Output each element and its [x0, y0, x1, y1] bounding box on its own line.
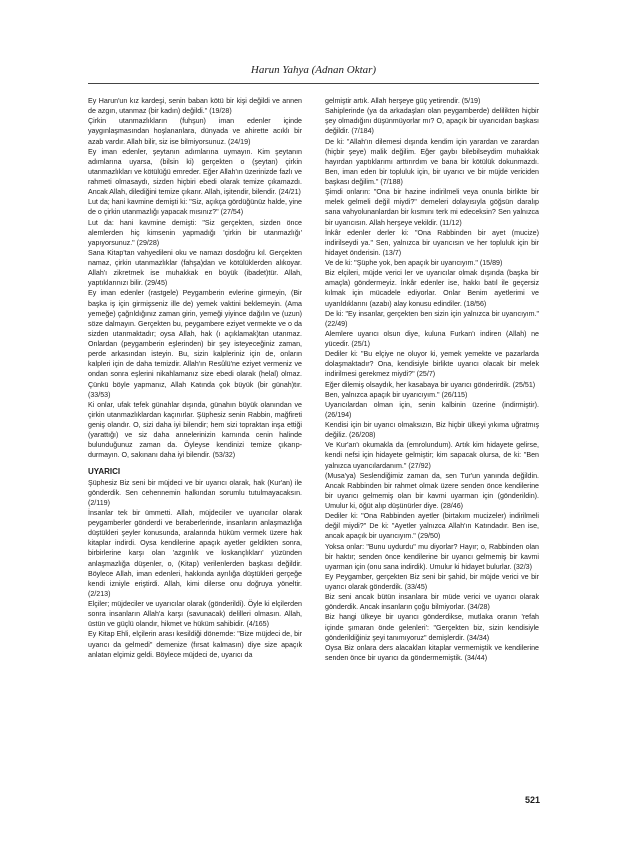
verse-paragraph: Biz hangi ülkeye bir uyarıcı gönderdikse, mutlaka oranın 'refah içinde şımaran önde gelenleri': "Gerçekten biz, sizin kendisiyle gönderildiğiniz şeyi tanımıyoruz" demişlerdir. (34/34) — [325, 613, 539, 642]
left-column-section-verses — [88, 478, 302, 660]
verse-paragraph: Ey iman edenler, şeytanın adımlarına uymayın. Kim şeytanın adımlarına uyarsa, (bilsin ki) gerçekten o (şeytan) çirkin utanmazlıkları ve kötülüğü emreder. Eğer Allah'ın üzerinizde fazlı ve rahmeti olmasaydı, sizden hiçbiri ebedi olarak temize çıkamazdı. Ancak Allah, dilediğini temize çıkarır. Allah, işitendir, bilendir. (24/21) — [88, 147, 302, 197]
verse-paragraph: Sahiplerinde (ya da arkadaşları olan peygamberde) delilikten hiçbir şey olmadığını düşünmüyorlar mı? O, apaçık bir uyarıcıdan başkası değildir. (7/184) — [325, 107, 539, 136]
verse-paragraph: Ve de ki: "Şüphe yok, ben apaçık bir uyarıcıyım." (15/89) — [325, 259, 503, 267]
verse-paragraph: Ey iman edenler (rastgele) Peygamberin evlerine girmeyin, (Bir başka iş için girmişseniz ille de) yemek vaktini beklemeyin. (Ama yemeğe) çağrıldığınız zaman girin, yemeği yiyince dağılın ve (uzun) söze dalmayın. Gerçekten bu, peygambere eziyet vermekte ve o da sizden utanmaktadır; oysa Allah, hak (ı açıklamak)tan utanmaz. Onlardan (peygamberin eşlerinden) bir şey isteyeceğiniz zaman, perde arkasından isteyin. Bu, sizin kalpleriniz için de, onların kalpleri için de daha temizdir. Allah'ın Resûlü'ne eziyet vermeniz ve ondan sonra eşlerini nikahlamanız size ebedi olarak (helal) olmaz. Çünkü böyle yapmanız, Allah Katında çok büyük (bir günah)tır. (33/53) — [88, 289, 302, 399]
right-column — [325, 96, 539, 663]
verse-paragraph: Biz seni ancak bütün insanlara bir müde verici ve uyarıcı olarak gönderdik. Ancak insanların çoğu bilmiyorlar. (34/28) — [325, 593, 539, 612]
running-header: Harun Yahya (Adnan Oktar) — [250, 64, 377, 76]
section-heading: UYARICI — [88, 466, 121, 476]
page-number: 521 — [524, 795, 540, 805]
verse-paragraph: Dediler ki: "Ona Rabbinden ayetler (birtakım mucizeler) indirilmeli değil miydi?" De ki: "Ayetler yalnızca Allah'ın Katındadır. Ben ise, ancak apaçık bir uyarıcıyım." (29/50) — [325, 512, 539, 541]
verse-paragraph: Elçiler; müjdeciler ve uyarıcılar olarak (gönderildi). Öyle ki elçilerden sonra insanların Allah'a karşı (savunacak) delilleri olmasın. Allah, üstün ve güçlü olandır, hikmet ve hüküm sahibidir. (4/165) — [88, 600, 302, 629]
verse-paragraph: Uyarıcılardan olman için, senin kalbinin üzerine (indirmiştir). (26/194) — [325, 400, 539, 419]
verse-paragraph: De ki: "Ey insanlar, gerçekten ben sizin için yalnızca bir uyarıcıyım." (22/49) — [325, 309, 539, 328]
verse-paragraph: Yoksa onlar: "Bunu uydurdu" mu diyorlar? Hayır; o, Rabbinden olan bir haktır; senden önce kendilerine bir uyarıcı gelmemiş bir kavmi uyarman için (onu sana indirdik). Umulur ki hidayet bulurlar. (32/3) — [325, 542, 539, 571]
left-column — [88, 96, 302, 660]
verse-paragraph: Alemlere uyarıcı olsun diye, kuluna Furkan'ı indiren (Allah) ne yücedir. (25/1) — [325, 329, 539, 348]
verse-paragraph: De ki: "Allah'ın dilemesi dışında kendim için yarardan ve zarardan (hiçbir şeye) malik değilim. Eğer gaybı bilebilseydim muhakkak hayırdan yaptıklarımı arttırırdım ve bana bir kötülük dokunmazdı. Ben, iman eden bir topluluk için, bir uyarıcı ve bir müjde vericiden başkası değilim." (7/188) — [325, 137, 539, 186]
left-column-verses — [88, 96, 302, 461]
verse-paragraph: Lut da: hani kavmine demişti: "Siz gerçekten, sizden önce alemlerden hiç kimsenin yapmadığı 'çirkin bir utanmazlığı' yapıyorsunuz." (29/28) — [88, 218, 302, 247]
verse-paragraph: Ben, yalnızca apaçık bir uyarıcıyım." (26/115) — [325, 390, 468, 399]
verse-paragraph: Ey Harun'un kız kardeşi, senin baban kötü bir kişi değildi ve annen de azgın, utanmaz (bir kadın) değildi." (19/28) — [88, 97, 302, 116]
verse-paragraph: Şüphesiz Biz seni bir müjdeci ve bir uyarıcı olarak, hak (Kur'an) ile gönderdik. Sen cehennemin halkından sorumlu tutulmayacaksın. (2/119) — [88, 478, 302, 507]
verse-paragraph: Eğer dilemiş olsaydık, her kasabaya bir uyarıcı gönderirdik. (25/51) — [325, 380, 536, 389]
verse-paragraph: gelmiştir artık. Allah herşeye güç yetirendir. (5/19) — [325, 97, 481, 105]
right-column-verses — [325, 96, 539, 663]
verse-paragraph: Biz elçileri, müjde verici ler ve uyarıcılar olmak dışında (başka bir amaçla) göndermeyiz. İnkâr edenler ise, hakkı batıl ile geçersiz kılmak için mücadele ediyorlar. Onlar Benim ayetlerimi ve uyarıldıklarını (azabı) alay konusu edindiler. (18/56) — [325, 269, 539, 308]
verse-paragraph: Ki onlar, ufak tefek günahlar dışında, günahın büyük olanından ve çirkin utanmazlıklardan kaçınırlar. Şüphesiz senin Rabbin, mağfireti geniş olandır. O, sizi daha iyi bilendir; hem sizi topraktan inşa ettiği (yarattığı) ve siz daha annelerinizin karnında cenin halinde bulunduğunuz zaman da. Öyleyse kendinizi temize çıkarıp-durmayın. O, sakınanı daha iyi bilendir. (53/32) — [88, 400, 302, 460]
verse-paragraph: Şimdi onların: "Ona bir hazine indirilmeli veya onunla birlikte bir melek gelmeli değil miydi?" demeleri dolayısıyla göğsün daralıp sana vahyolunanlardan bir kısmını terk mi edeceksin? Sen yalnızca bir uyarıcısın. Allah herşeye vekildir. (11/12) — [325, 188, 539, 227]
verse-paragraph: Çirkin utanmazlıkların (fuhşun) iman edenler içinde yaygınlaşmasından hoşlananlara, dünyada ve ahirette acıklı bir azab vardır. Allah bilir, siz ise bilmiyorsunuz. (24/19) — [88, 117, 302, 146]
verse-paragraph: (Musa'ya) Seslendiğimiz zaman da, sen Tur'un yanında değildin. Ancak Rabbinden bir rahmet olmak üzere senden önce kendilerine bir uyarıcı gelmemiş olan bir kavmi uyarman için (gönderildin). Umulur ki, öğüt alıp düşünürler diye. (28/46) — [325, 471, 539, 510]
verse-paragraph: İnsanlar tek bir ümmetti. Allah, müjdeciler ve uyarıcılar olarak peygamberler gönderdi ve beraberlerinde, insanların anlaşmazlığa düştükleri şeyler konusunda, aralarında hüküm vermek üzere hak kitaplar indirdi. Oysa kendilerine apaçık ayetler geldikten sonra, birbirlerine karşı olan 'azgınlık ve kıskançlıkları' yüzünden anlaşmazlığa düşenler, o, (Kitap) verilenlerden başkası değildir. Böylece Allah, iman edenleri, hakkında ayrılığa düştükleri gerçeğe kendi izniyle eriştirdi. Allah, kimi dilerse onu doğruya yöneltir. (2/213) — [88, 508, 302, 598]
header-rule — [88, 83, 539, 84]
verse-paragraph: İnkâr edenler derler ki: "Ona Rabbinden bir ayet (mucize) indirilseydi ya." Sen, yalnızca bir uyarıcısın ve her topluluk için bir hidayet önderisin. (13/7) — [325, 228, 539, 257]
verse-paragraph: Ve Kur'an'ı okumakla da (emrolundum). Artık kim hidayete gelirse, kendi nefsi için hidayete gelmiştir; kim sapacak olursa, de ki: "Ben yalnızca uyarıcılardanım." (27/92) — [325, 441, 539, 470]
verse-paragraph: Oysa Biz onlara ders alacakları kitaplar vermemiştik ve kendilerine senden önce bir uyarıcı da göndermemiştik. (34/44) — [325, 643, 539, 662]
verse-paragraph: Kendisi için bir uyarıcı olmaksızın, Biz hiçbir ülkeyi yıkıma uğratmış değiliz. (26/208) — [325, 421, 539, 440]
verse-paragraph: Ey Peygamber, gerçekten Biz seni bir şahid, bir müjde verici ve bir uyarıcı olarak gönderdik. (33/45) — [325, 572, 539, 591]
verse-paragraph: Sana Kitap'tan vahyedileni oku ve namazı dosdoğru kıl. Gerçekten namaz, çirkin utanmazlıklar (fahşa)dan ve kötülüklerden alıkoyar. Allah'ı zikretmek ise muhakkak en büyük (ibadet)tür. Allah, yaptıklarınızı bilir. (29/45) — [88, 248, 302, 288]
verse-paragraph: Lut da; hani kavmine demişti ki: "Siz, açıkça gördüğünüz halde, yine de o çirkin utanmazlığı yapacak mısınız?" (27/54) — [88, 198, 302, 217]
verse-paragraph: Dediler ki: "Bu elçiye ne oluyor ki, yemek yemekte ve pazarlarda dolaşmaktadır? Ona, kendisiyle birlikte uyarıcı olacak bir melek indirilmesi gerekmez miydi?" (25/7) — [325, 350, 539, 379]
verse-paragraph: Ey Kitap Ehli, elçilerin arası kesildiği dönemde: "Bize müjdeci de, bir uyarıcı da gelmedi" demenize (fırsat kalmasın) diye size apaçık anlatan elçimiz geldi. Böylece müjdeci de, uyarıcı da — [88, 630, 302, 659]
